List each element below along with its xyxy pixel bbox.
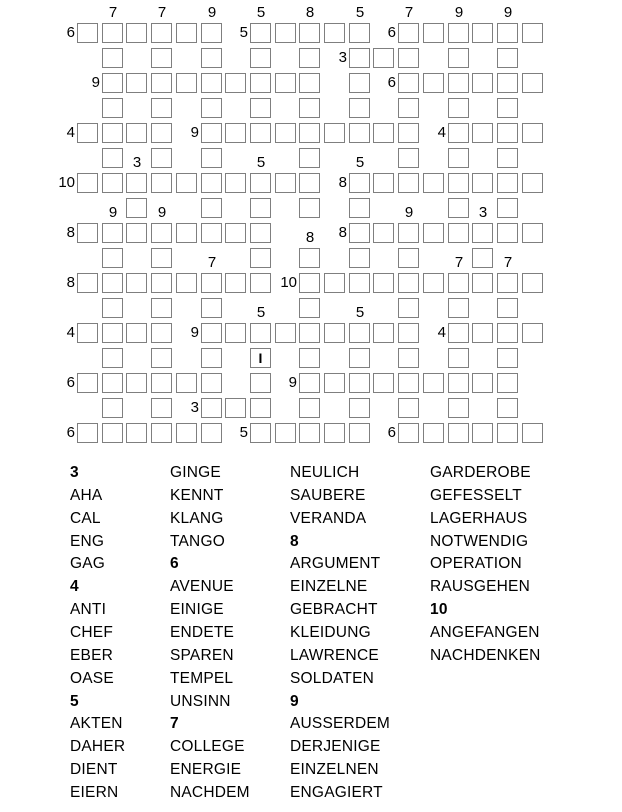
across-length-label: 3	[338, 49, 347, 66]
down-length-label: 9	[108, 204, 118, 221]
grid-cell[interactable]	[497, 423, 518, 443]
grid-cell[interactable]	[151, 423, 172, 443]
word-list-item: UNSINN	[170, 693, 231, 710]
word-length-header: 7	[170, 715, 179, 732]
grid-cell[interactable]	[250, 423, 271, 443]
grid-cell[interactable]	[522, 423, 543, 443]
word-list-item: EINZELNE	[290, 578, 368, 595]
grid-cell[interactable]	[324, 373, 345, 393]
word-list-item: KENNT	[170, 487, 224, 504]
word-list-item: SAUBERE	[290, 487, 366, 504]
down-length-label: 9	[404, 204, 414, 221]
word-list-item: EBER	[70, 647, 114, 664]
across-length-label: 9	[190, 124, 199, 141]
grid-cell[interactable]	[472, 373, 493, 393]
down-length-label: 7	[108, 4, 118, 21]
grid-cell[interactable]	[102, 398, 123, 418]
word-list-item: KLEIDUNG	[290, 624, 371, 641]
word-list-item: GEFESSELT	[430, 487, 522, 504]
down-length-label: 7	[157, 4, 167, 21]
down-length-label: 9	[207, 4, 217, 21]
down-length-label: 8	[305, 4, 315, 21]
across-length-label: 5	[239, 24, 248, 41]
down-length-label: 9	[503, 4, 513, 21]
across-length-label: 6	[66, 424, 75, 441]
word-list-item: GINGE	[170, 464, 221, 481]
grid-cell[interactable]	[126, 423, 147, 443]
grid-cell[interactable]	[448, 398, 469, 418]
word-length-header: 10	[430, 601, 448, 618]
word-list-item: DAHER	[70, 738, 126, 755]
word-list-item: AHA	[70, 487, 103, 504]
grid-cell[interactable]	[299, 373, 320, 393]
grid-cell[interactable]	[201, 373, 222, 393]
grid-cell[interactable]	[77, 423, 98, 443]
word-list-item: GAG	[70, 555, 106, 572]
grid-cell[interactable]	[398, 373, 419, 393]
word-list-item: LAGERHAUS	[430, 510, 528, 527]
grid-cell[interactable]	[151, 373, 172, 393]
word-list-item: CHEF	[70, 624, 113, 641]
across-length-label: 8	[66, 274, 75, 291]
across-length-label: 6	[387, 24, 396, 41]
down-length-label: 7	[503, 254, 513, 271]
down-length-label: 5	[256, 304, 266, 321]
grid-cell[interactable]	[299, 398, 320, 418]
across-length-label: 6	[66, 374, 75, 391]
grid-cell[interactable]	[176, 373, 197, 393]
word-list-item: SOLDATEN	[290, 670, 374, 687]
grid-cell[interactable]	[126, 373, 147, 393]
across-length-label: 9	[190, 324, 199, 341]
word-list-item: KLANG	[170, 510, 224, 527]
down-length-label: 3	[478, 204, 488, 221]
word-list-item: ENG	[70, 533, 105, 550]
down-length-label: 8	[305, 229, 315, 246]
across-length-label: 9	[288, 374, 297, 391]
down-length-label: 7	[454, 254, 464, 271]
word-list-item: EINZELNEN	[290, 761, 379, 778]
word-list-item: AUSSERDEM	[290, 715, 390, 732]
word-list-item: CAL	[70, 510, 101, 527]
across-length-label: 6	[387, 74, 396, 91]
word-list-item: LAWRENCE	[290, 647, 379, 664]
across-length-label: 8	[338, 224, 347, 241]
word-length-header: 4	[70, 578, 79, 595]
word-list-item: ANTI	[70, 601, 107, 618]
word-list-item: ENGAGIERT	[290, 784, 383, 801]
grid-cell[interactable]	[497, 398, 518, 418]
grid-cell[interactable]	[250, 398, 271, 418]
across-length-label: 8	[66, 224, 75, 241]
word-list-item: ARGUMENT	[290, 555, 381, 572]
grid-cell[interactable]	[373, 373, 394, 393]
across-length-label: 4	[437, 124, 446, 141]
word-list-item: OASE	[70, 670, 114, 687]
word-list-item: RAUSGEHEN	[430, 578, 530, 595]
grid-cell[interactable]	[349, 398, 370, 418]
word-list-item: AKTEN	[70, 715, 123, 732]
across-length-label: 8	[338, 174, 347, 191]
down-length-label: 9	[157, 204, 167, 221]
down-length-label: 5	[256, 154, 266, 171]
grid-cell[interactable]	[448, 423, 469, 443]
word-list-item: EIERN	[70, 784, 119, 801]
word-list-item: TEMPEL	[170, 670, 234, 687]
across-length-label: 9	[91, 74, 100, 91]
word-list-item: TANGO	[170, 533, 225, 550]
word-list-item: NACHDEM	[170, 784, 250, 801]
word-list-item: DERJENIGE	[290, 738, 381, 755]
grid-cell[interactable]	[176, 423, 197, 443]
word-length-header: 8	[290, 533, 299, 550]
word-length-header: 3	[70, 464, 79, 481]
across-length-label: 10	[280, 274, 297, 291]
across-length-label: 4	[66, 124, 75, 141]
grid-cell[interactable]	[77, 373, 98, 393]
grid-cell[interactable]	[102, 373, 123, 393]
word-list-item: SPAREN	[170, 647, 234, 664]
across-length-label: 3	[190, 399, 199, 416]
grid-cell[interactable]	[275, 423, 296, 443]
grid-cell[interactable]	[398, 423, 419, 443]
across-length-label: 4	[437, 324, 446, 341]
grid-cell[interactable]	[299, 423, 320, 443]
grid-cell[interactable]	[225, 398, 246, 418]
grid-cell[interactable]	[201, 398, 222, 418]
word-list-item: NEULICH	[290, 464, 360, 481]
word-list-item: VERANDA	[290, 510, 367, 527]
down-length-label: 5	[355, 154, 365, 171]
grid-cell[interactable]	[472, 423, 493, 443]
across-length-label: 5	[239, 424, 248, 441]
down-length-label: 5	[355, 304, 365, 321]
word-list-item: NACHDENKEN	[430, 647, 541, 664]
grid-cell[interactable]	[324, 423, 345, 443]
word-list-item: OPERATION	[430, 555, 522, 572]
word-list-item: GARDEROBE	[430, 464, 531, 481]
across-length-label: 6	[387, 424, 396, 441]
grid-cell[interactable]	[102, 423, 123, 443]
word-list-item: ANGEFANGEN	[430, 624, 540, 641]
down-length-label: 7	[404, 4, 414, 21]
grid-cell[interactable]	[423, 373, 444, 393]
down-length-label: 5	[355, 4, 365, 21]
grid-cell[interactable]	[448, 373, 469, 393]
across-length-label: 4	[66, 324, 75, 341]
grid-cell[interactable]	[423, 423, 444, 443]
word-length-header: 6	[170, 555, 179, 572]
word-list-item: GEBRACHT	[290, 601, 378, 618]
grid-cell[interactable]	[497, 373, 518, 393]
across-length-label: 6	[66, 24, 75, 41]
word-list-item: AVENUE	[170, 578, 234, 595]
word-list-item: COLLEGE	[170, 738, 245, 755]
word-length-header: 9	[290, 693, 299, 710]
word-list-item: DIENT	[70, 761, 118, 778]
down-length-label: 5	[256, 4, 266, 21]
down-length-label: 3	[132, 154, 142, 171]
down-length-label: 9	[454, 4, 464, 21]
grid-cell-prefilled[interactable]: I	[250, 348, 271, 368]
across-length-label: 10	[58, 174, 75, 191]
word-list-item: NOTWENDIG	[430, 533, 529, 550]
grid-cell[interactable]	[398, 398, 419, 418]
down-length-label: 7	[207, 254, 217, 271]
grid-cell[interactable]	[349, 373, 370, 393]
word-list-item: EINIGE	[170, 601, 224, 618]
word-list-item: ENDETE	[170, 624, 235, 641]
word-list-item: ENERGIE	[170, 761, 242, 778]
word-length-header: 5	[70, 693, 79, 710]
